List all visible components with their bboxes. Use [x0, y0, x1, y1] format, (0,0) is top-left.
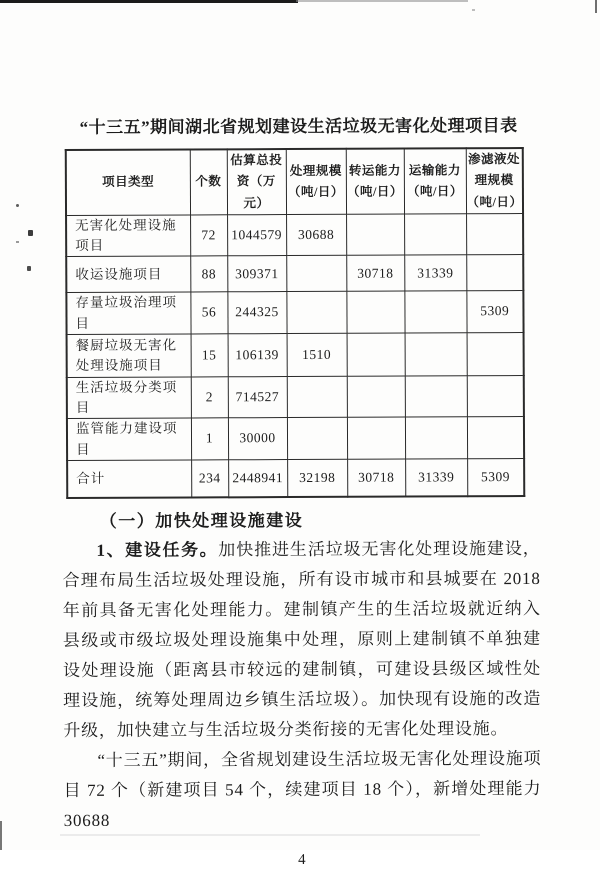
table-row: [67, 375, 524, 418]
table-cell: [404, 214, 466, 256]
section-heading: （一）加快处理设施建设: [99, 511, 304, 532]
table-cell: [286, 292, 346, 334]
table-cell: 5309: [467, 458, 524, 496]
table-cell: 5309: [466, 291, 523, 333]
table-cell: [404, 291, 466, 333]
table-cell: 存量垃圾治理项目: [66, 292, 190, 334]
table-title: “十三五”期间湖北省规划建设生活垃圾无害化处理项目表: [79, 116, 518, 137]
page-number: 4: [298, 852, 306, 869]
table-cell: 收运设施项目: [66, 256, 190, 293]
column-header-transfer-capacity: 转运能力 （吨/日）: [346, 149, 404, 215]
table-cell: [287, 376, 347, 418]
table-cell: 88: [190, 256, 227, 292]
table-cell: [286, 256, 346, 292]
table-header-row: [66, 148, 523, 215]
paragraph-build-tasks: [62, 534, 541, 746]
table-cell: [466, 213, 523, 255]
table-cell: 32198: [287, 459, 347, 497]
table-cell: [405, 333, 467, 376]
table-cell: [346, 214, 404, 256]
table-cell: 2448941: [228, 459, 287, 497]
paragraph-plan-summary: “十三五”期间，全省规划建设生活垃圾无害化处理设施项目 72 个（新建项目 54 个，续建项目 18 个），新增处理能力 30688: [63, 749, 542, 831]
table-cell: 餐厨垃圾无害化处理设施项目: [67, 334, 191, 378]
table-cell: [405, 376, 467, 418]
table-row: [66, 213, 523, 256]
table-row: [66, 291, 523, 334]
table-cell: 合计: [67, 460, 191, 499]
table-cell: 2: [191, 377, 228, 419]
table-cell: [346, 291, 404, 333]
column-header-investment: 估算总投 资（万元）: [227, 149, 286, 215]
table-cell: 无害化处理设施项目: [66, 215, 190, 257]
table-cell: [467, 332, 524, 375]
table-cell: [405, 417, 467, 459]
table-cell: [347, 417, 405, 459]
table-cell: 309371: [227, 256, 286, 292]
table-cell: 30718: [346, 255, 404, 291]
table-cell: 30718: [347, 459, 405, 497]
column-header-leachate-scale: 渗滤液处 理规模 （吨/日）: [466, 148, 523, 213]
table-row: [67, 417, 524, 460]
paragraph-lead-bold: 1、建设任务。: [96, 540, 219, 561]
column-header-project-type: 项目类型: [66, 149, 190, 215]
table-cell: 72: [190, 215, 227, 257]
table-cell: 234: [191, 460, 228, 498]
table-row: [66, 255, 523, 293]
table-cell: [467, 375, 524, 417]
table-cell: [287, 418, 347, 460]
table-cell: [347, 376, 405, 418]
column-header-treatment-scale: 处理规模 （吨/日）: [286, 149, 346, 215]
table-cell: 31339: [404, 255, 466, 291]
table-cell: 31339: [405, 459, 467, 497]
waste-projects-table: [65, 147, 526, 499]
table-cell: [466, 255, 523, 291]
table-row-total: [67, 458, 524, 498]
table-cell: 714527: [228, 376, 287, 418]
table-cell: 30000: [228, 418, 287, 460]
table-cell: 1044579: [227, 214, 286, 256]
table-cell: 生活垃圾分类项目: [67, 377, 191, 419]
table-cell: [347, 333, 405, 376]
table-cell: 15: [191, 334, 228, 377]
table-cell: 监管能力建设项目: [67, 418, 191, 460]
column-header-transport-capacity: 运输能力 （吨/日）: [404, 148, 466, 214]
table-row: [67, 332, 524, 377]
table-cell: 1510: [287, 333, 347, 376]
table-cell: [467, 417, 524, 459]
table-cell: 30688: [286, 214, 346, 256]
paragraph-body-text: 加快推进生活垃圾无害化处理设施建设，合理布局生活垃圾处理设施，所有设市城市和县城要在 2018 年前具备无害化处理能力。建制镇产生的生活垃圾就近纳入县级或市级垃圾处理设施集中处理，原则上建制镇不单独建设处理设施（距离县市较远的建制镇，可建设县级区域性处理设施，统筹处理周边乡镇生活垃圾）。加快现有设施的改造升级，加快建立与生活垃圾分类衔接的无害化处理设施。: [62, 539, 542, 741]
column-header-count: 个数: [190, 149, 227, 214]
table-cell: 1: [191, 418, 228, 460]
table-cell: 106139: [228, 333, 287, 376]
table-cell: 56: [190, 292, 227, 334]
table-cell: 244325: [227, 292, 286, 334]
